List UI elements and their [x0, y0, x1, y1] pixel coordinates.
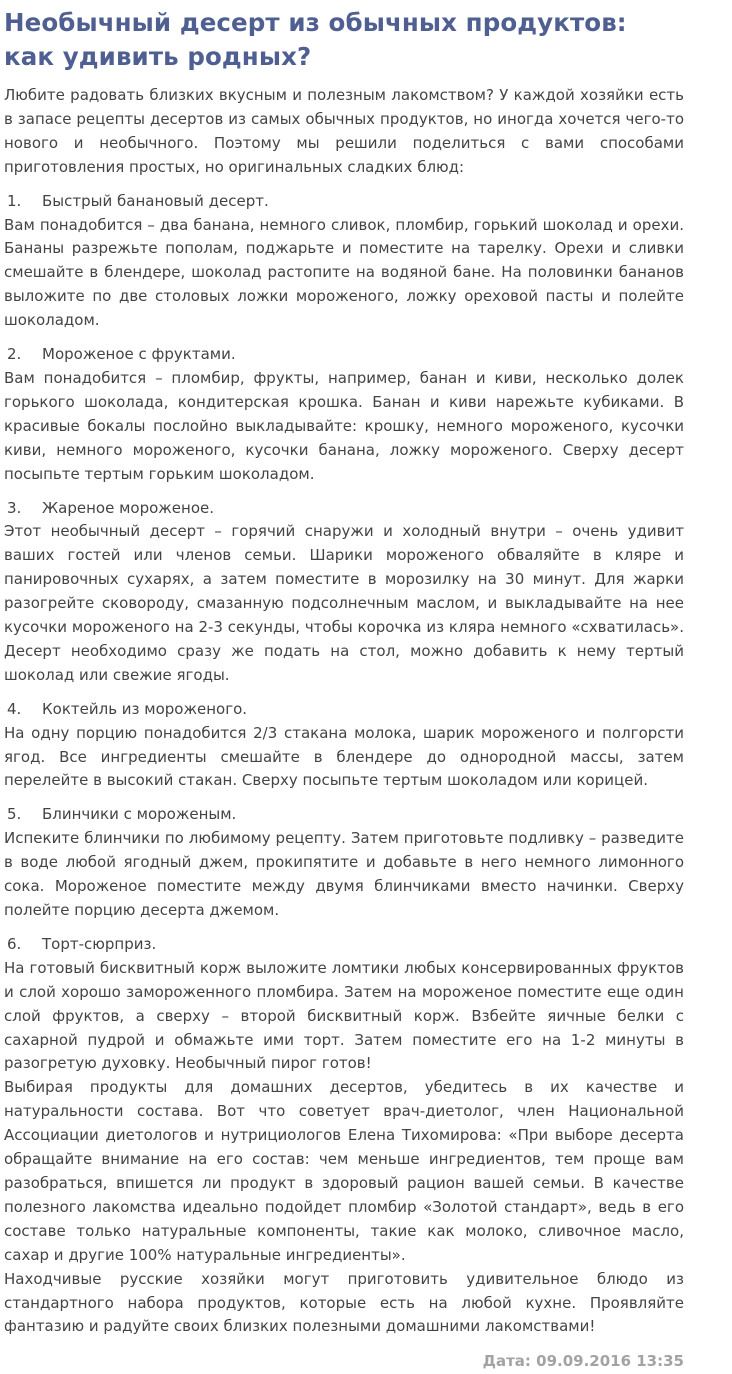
- recipe-text: Этот необычный десерт – горячий снаружи и холодный внутри – очень удивит ваших гостей или членов семьи. Шарики мороженого обваляйте в кляре и панировочных сухарях, а затем поместите в морозилку на 30 минут. Для жарки разогрейте сковороду, смазанную подсолнечным маслом, и выкладывайте на нее кусочки мороженого на 2-3 секунды, чтобы корочка из кляра немного «схватилась». Десерт необходимо сразу же подать на стол, можно добавить к нему тертый шоколад или свежие ягоды.: [4, 522, 684, 684]
- recipe-item-5: [4, 803, 684, 923]
- recipe-text: Испеките блинчики по любимому рецепту. Затем приготовьте подливку – разведите в воде любой ягодный джем, прокипятите и добавьте в него немного лимонного сока. Мороженое поместите между двумя блинчиками вместо начинки. Сверху полейте порцию десерта джемом.: [4, 829, 684, 919]
- recipe-text: На готовый бисквитный корж выложите ломтики любых консервированных фруктов и слой хорошо замороженного пломбира. Затем на мороженое поместите еще один слой фруктов, а сверху – второй бисквитный корж. Взбейте яичные белки с сахарной пудрой и обмажьте ими торт. Затем поместите его на 1-2 минуты в разогретую духовку. Необычный пирог готов!: [4, 958, 684, 1073]
- recipe-text: Вам понадобится – пломбир, фрукты, например, банан и киви, несколько долек горького шоколада, кондитерская крошка. Банан и киви нарежьте кубиками. В красивые бокалы послойно выкладывайте: крошку, немного мороженого, кусочки киви, немного мороженого, кусочки банана, ложку мороженого. Сверху десерт посыпьте тертым горьким шоколадом.: [4, 368, 684, 483]
- closing-paragraph: Находчивые русские хозяйки могут приготовить удивительное блюдо из стандартного набора продуктов, которые есть на любой кухне. Проявляйте фантазию и радуйте своих близких полезными домашними лакомствами!: [4, 1269, 684, 1336]
- recipe-title: Мороженое с фруктами.: [42, 345, 236, 364]
- recipe-heading: [4, 190, 684, 214]
- recipe-heading: [4, 698, 684, 722]
- recipe-number: 4.: [7, 699, 22, 718]
- recipe-item-4: [4, 698, 684, 794]
- recipe-number: 1.: [7, 191, 22, 210]
- recipe-number: 5.: [7, 805, 22, 824]
- recipe-item-6: [4, 933, 684, 1076]
- recipe-number: 2.: [7, 345, 22, 364]
- recipe-title: Жареное мороженое.: [42, 498, 214, 517]
- recipe-title: Коктейль из мороженого.: [42, 699, 248, 718]
- article-title: Необычный десерт из обычных продуктов: как удивить родных?: [4, 8, 627, 71]
- recipe-title: Быстрый банановый десерт.: [42, 191, 269, 210]
- article-intro: Любите радовать близких вкусным и полезным лакомством? У каждой хозяйки есть в запасе рецепты десертов из самых обычных продуктов, но иногда хочется чего-то нового и необычного. Поэтому мы решили поделиться с вами способами приготовления простых, но оригинальных сладких блюд:: [4, 86, 684, 176]
- recipe-title: Блинчики с мороженым.: [42, 805, 237, 824]
- recipe-item-2: [4, 343, 684, 486]
- recipe-number: 3.: [7, 498, 22, 517]
- recipe-text: Вам понадобится – два банана, немного сливок, пломбир, горький шоколад и орехи. Бананы разрежьте пополам, поджарьте и поместите на тарелку. Орехи и сливки смешайте в блендере, шоколад растопите на водяной бане. На половинки бананов выложите по две столовых ложки мороженого, ложку ореховой пасты и полейте шоколадом.: [4, 215, 684, 330]
- recipe-title: Торт-сюрприз.: [42, 934, 157, 953]
- recipe-heading: [4, 343, 684, 367]
- article: [4, 6, 684, 1339]
- recipe-heading: [4, 933, 684, 957]
- recipe-text: На одну порцию понадобится 2/3 стакана молока, шарик мороженого и полгорсти ягод. Все ингредиенты смешайте в блендере до однородной массы, затем перелейте в высокий стакан. Сверху посыпьте тертым шоколадом или корицей.: [4, 723, 684, 790]
- recipe-item-3: [4, 497, 684, 688]
- publish-date: Дата: 09.09.2016 13:35: [482, 1352, 684, 1370]
- recipe-heading: [4, 497, 684, 521]
- recipe-number: 6.: [7, 934, 22, 953]
- recipe-heading: [4, 803, 684, 827]
- recipe-item-1: [4, 190, 684, 333]
- closing-paragraph: Выбирая продукты для домашних десертов, убедитесь в их качестве и натуральности состава. Вот что советует врач-диетолог, член Национальной Ассоциации диетологов и нутрициологов Елена Тихомирова: «При выборе десерта обращайте внимание на его состав: чем меньше ингредиентов, тем проще вам разобраться, впишется ли продукт в здоровый рацион вашей семьи. В качестве полезного лакомства идеально подойдет пломбир «Золотой стандарт», ведь в его составе только натуральные компоненты, такие как молоко, сливочное масло, сахар и другие 100% натуральные ингредиенты».: [4, 1078, 684, 1264]
